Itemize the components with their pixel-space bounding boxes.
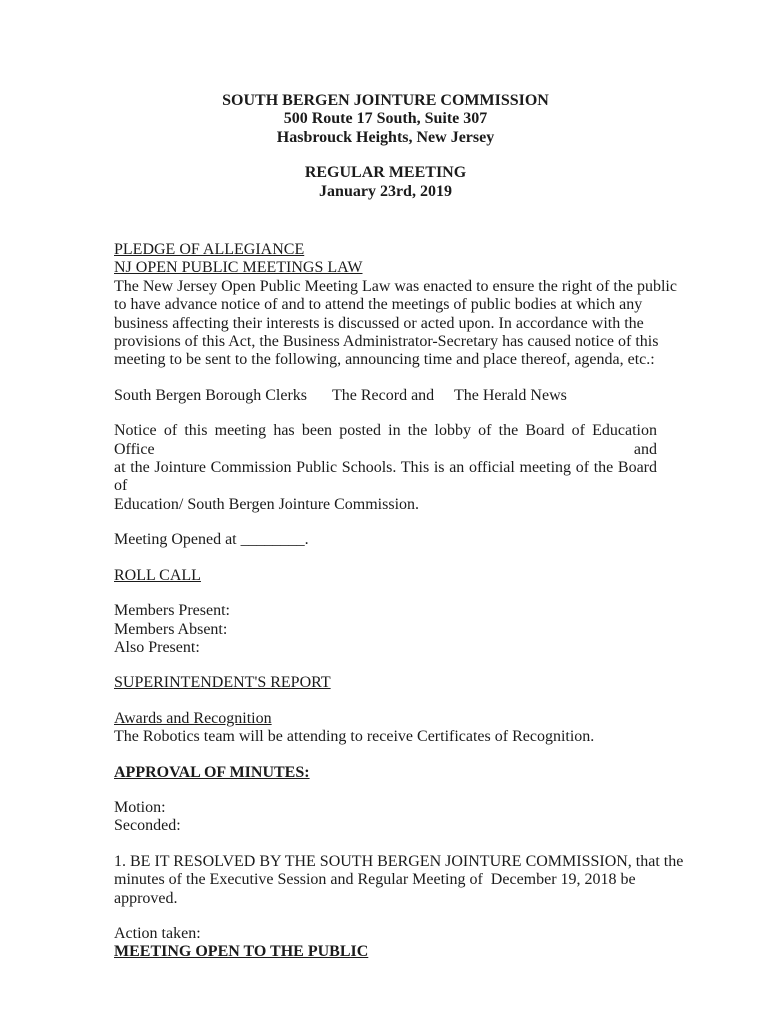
approval-of-minutes-heading: APPROVAL OF MINUTES: [114,763,310,781]
roll-call-heading: ROLL CALL [114,566,201,584]
members-absent-label: Members Absent: [114,620,228,638]
opml-paragraph [114,277,677,370]
opml-paragraph-line: business affecting their interests is discussed or acted upon. In accordance with the [114,314,644,332]
document-content [114,92,684,962]
resolution-line: minutes of the Executive Session and Regular Meeting of December 19, 2018 be [114,871,636,889]
opml-heading: NJ OPEN PUBLIC MEETINGS LAW [114,259,363,277]
opml-paragraph-line: to have advance notice of and to attend the meetings of public bodies at which any [114,296,643,314]
notice-paragraph-line: Education/ South Bergen Jointure Commission. [114,495,420,513]
meeting-open-public-heading: MEETING OPEN TO THE PUBLIC [114,943,369,961]
motion-label: Motion: [114,798,166,816]
roll-call-list [114,602,657,657]
awards-heading: Awards and Recognition [114,709,272,727]
action-taken-label: Action taken: [114,924,201,942]
recipient-herald-news: The Herald News [454,386,567,404]
notice-recipients-row [114,387,657,405]
org-name: SOUTH BERGEN JOINTURE COMMISSION [222,92,549,109]
opml-paragraph-line: meeting to be sent to the following, announcing time and place thereof, agenda, etc.: [114,351,655,369]
meeting-date: January 23rd, 2019 [319,182,452,200]
meeting-opened-line: Meeting Opened at ________. [114,531,309,549]
motion-block [114,799,657,836]
recipient-borough-clerks: South Bergen Borough Clerks [114,386,308,404]
opml-paragraph-line: The New Jersey Open Public Meeting Law was enacted to ensure the right of the public [114,277,677,295]
meeting-type: REGULAR MEETING [304,164,467,182]
also-present-label: Also Present: [114,638,200,656]
superintendent-report-heading: SUPERINTENDENT'S REPORT [114,674,331,692]
recipient-the-record: The Record and [332,386,435,404]
address-line-1: 500 Route 17 South, Suite 307 [283,110,488,128]
opml-paragraph-line: provisions of this Act, the Business Administrator-Secretary has caused notice of this [114,333,659,351]
notice-paragraph-line: Notice of this meeting has been posted in the lobby of the Board of Education Office and [114,422,657,458]
awards-section [114,710,657,747]
awards-text: The Robotics team will be attending to receive Certificates of Recognition. [114,728,595,746]
document-header [114,92,657,201]
notice-paragraph-line: at the Jointure Commission Public Schools. This is an official meeting of the Board of [114,459,657,495]
members-present-label: Members Present: [114,602,230,620]
resolution-line: approved. [114,889,178,907]
pledge-heading: PLEDGE OF ALLEGIANCE [114,241,305,259]
resolution-paragraph [114,852,684,908]
action-block [114,925,657,962]
notice-paragraph [114,422,657,514]
seconded-label: Seconded: [114,817,181,835]
address-line-2: Hasbrouck Heights, New Jersey [276,128,495,146]
resolution-line: 1. BE IT RESOLVED BY THE SOUTH BERGEN JOINTURE COMMISSION, that the [114,852,684,870]
